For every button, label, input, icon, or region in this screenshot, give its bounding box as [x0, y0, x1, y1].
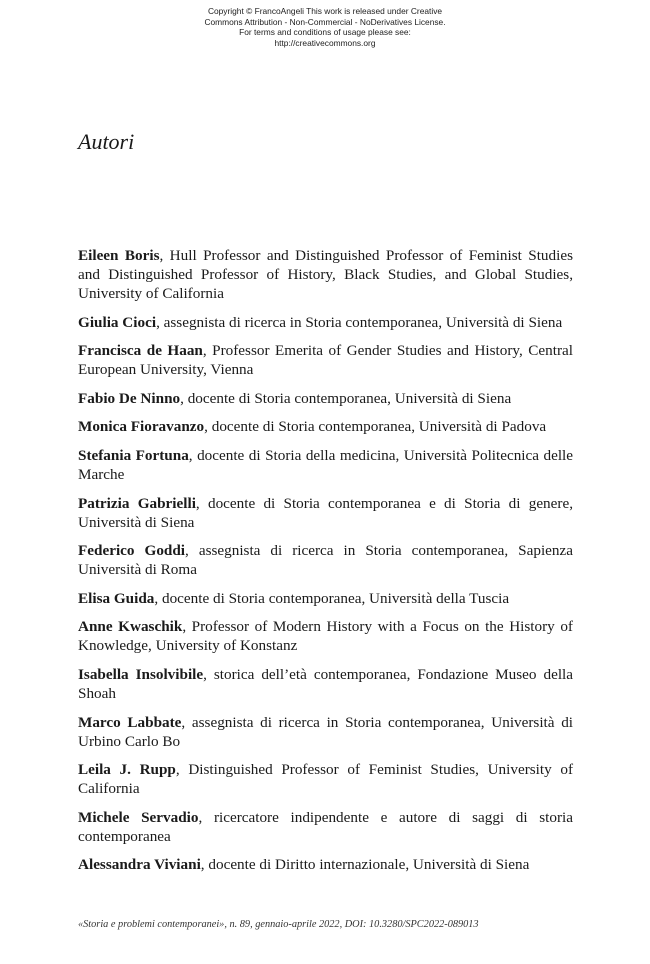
- author-name: Michele Servadio: [78, 808, 199, 826]
- author-name: Alessandra Viviani: [78, 856, 201, 874]
- author-entry: [78, 541, 573, 579]
- copyright-line: Commons Attribution - Non-Commercial - NoDerivatives License.: [204, 16, 446, 27]
- author-description: , storica dell’età contemporanea, Fondazione Museo della Shoah: [78, 665, 573, 702]
- author-name: Federico Goddi: [78, 542, 186, 560]
- author-entry: [78, 313, 573, 332]
- author-description: , docente di Storia contemporanea, Università di Siena: [180, 389, 512, 407]
- author-entry: [78, 855, 573, 874]
- author-description: , ricercatore indipendente e autore di saggi di storia contemporanea: [78, 808, 573, 845]
- author-description: , assegnista di ricerca in Storia contemporanea, Università di Urbino Carlo Bo: [78, 713, 574, 750]
- author-description: , docente di Storia contemporanea, Università di Padova: [204, 418, 547, 436]
- author-entry: [78, 589, 573, 608]
- author-name: Elisa Guida: [78, 589, 155, 607]
- journal-footer: «Storia e problemi contemporanei», n. 89, gennaio-aprile 2022, DOI: 10.3280/SPC2022-089013: [78, 919, 479, 930]
- author-name: Stefania Fortuna: [78, 446, 189, 464]
- author-name: Patrizia Gabrielli: [78, 494, 196, 512]
- author-description: , docente di Storia contemporanea, Università della Tuscia: [154, 589, 510, 607]
- author-entry: [78, 713, 573, 751]
- author-description: , Distinguished Professor of Feminist Studies, University of California: [78, 761, 573, 798]
- author-list: [78, 246, 573, 884]
- author-name: Isabella Insolvibile: [78, 665, 204, 683]
- author-name: Marco Labbate: [78, 713, 182, 731]
- author-entry: [78, 808, 573, 846]
- author-entry: [78, 665, 573, 703]
- author-name: Eileen Boris: [78, 247, 160, 264]
- author-entry: [78, 389, 573, 408]
- author-entry: [78, 617, 573, 655]
- author-description: , Hull Professor and Distinguished Professor of Feminist Studies and Distinguished Professor of History, Black Studies, and Global Studies, University of California: [78, 247, 573, 302]
- author-name: Anne Kwaschik: [78, 618, 183, 636]
- author-description: , docente di Storia contemporanea e di Storia di genere, Università di Siena: [78, 494, 573, 531]
- copyright-line: For terms and conditions of usage please see:: [239, 27, 411, 37]
- author-entry: [78, 446, 573, 484]
- copyright-line: http://creativecommons.org: [274, 37, 376, 48]
- author-entry: [78, 341, 573, 379]
- author-description: , docente di Storia della medicina, Università Politecnica delle Marche: [78, 446, 573, 483]
- author-description: , assegnista di ricerca in Storia contemporanea, Università di Siena: [156, 313, 563, 331]
- copyright-notice: [0, 6, 650, 48]
- author-entry: [78, 417, 573, 436]
- author-description: , Professor Emerita of Gender Studies and History, Central European University, Vienna: [78, 342, 573, 379]
- author-name: Monica Fioravanzo: [78, 418, 205, 436]
- author-name: Giulia Cioci: [78, 313, 157, 331]
- copyright-line: Copyright © FrancoAngeli This work is released under Creative: [207, 6, 443, 16]
- author-entry: [78, 760, 573, 798]
- author-description: , assegnista di ricerca in Storia contemporanea, Sapienza Università di Roma: [78, 542, 573, 579]
- author-name: Francisca de Haan: [78, 342, 203, 360]
- author-entry: [78, 246, 573, 303]
- author-description: , docente di Diritto internazionale, Università di Siena: [200, 856, 530, 874]
- author-name: Fabio De Ninno: [78, 389, 181, 407]
- page-title: Autori: [78, 129, 135, 154]
- author-entry: [78, 494, 573, 532]
- author-description: , Professor of Modern History with a Focus on the History of Knowledge, University of Konstanz: [78, 618, 573, 655]
- author-name: Leila J. Rupp: [78, 761, 176, 779]
